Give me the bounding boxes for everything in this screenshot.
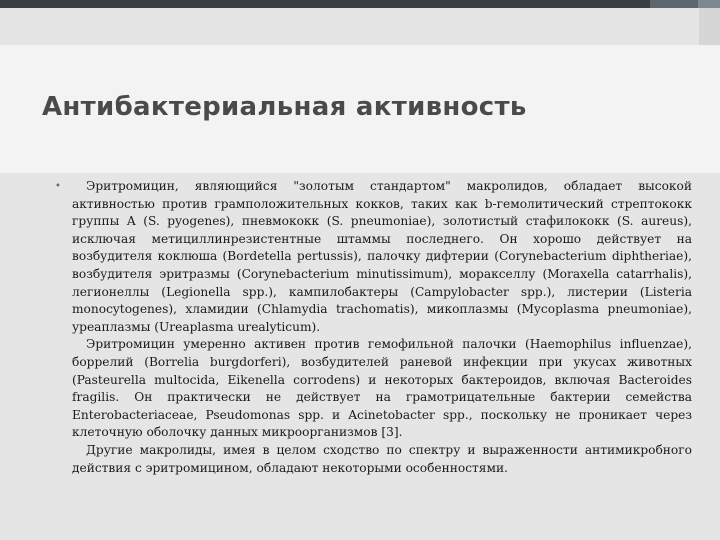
top-decorative-bar — [0, 0, 720, 8]
paragraph-2: Эритромицин умеренно активен против гемофильной палочки (Haemophilus influenzae), боррелий (Borrelia burgdorferi), возбудителей раневой инфекции при укусах животных (Pasteurella multocida, Eikenella corrodens) и некоторых бактероидов, включая Bacteroides fragilis. Он практически не действует на грамотрицательные бактерии семейства Enterobacteriaceae, Pseudomonas spp. и Acinetobacter spp., поскольку не проникает через клеточную оболочку данных микроорганизмов [3]. — [72, 337, 692, 440]
paragraph-3: Другие макролиды, имея в целом сходство по спектру и выраженности антимикробного действия с эритромицином, обладают некоторыми особенностями. — [72, 442, 692, 475]
slide-body — [52, 178, 692, 477]
bullet-item — [52, 178, 692, 477]
top-bar-accent-light — [698, 0, 720, 8]
paragraph-1: Эритромицин, являющийся "золотым стандартом" макролидов, обладает высокой активностью против грамположительных кокков, таких как b-гемолитический стрептококк группы A (S. pyogenes), пневмококк (S. pneumoniae), золотистый стафилококк (S. aureus), исключая метициллинрезистентные штаммы последнего. Он хорошо действует на возбудителя коклюша (Bordetella pertussis), палочку дифтерии (Corynebacterium diphtheriae), возбудителя эритразмы (Corynebacterium minutissimum), моракселлу (Moraxella catarrhalis), легионеллы (Legionella spp.), кампилобактеры (Campylobacter spp.), листерии (Listeria monocytogenes), хламидии (Chlamydia trachomatis), микоплазмы (Mycoplasma pneumoniae), уреаплазмы (Ureaplasma urealyticum). — [72, 179, 692, 334]
bullet-icon: • — [55, 181, 61, 192]
slide-title: Антибактериальная активность — [42, 92, 527, 122]
corner-decoration — [699, 8, 720, 45]
